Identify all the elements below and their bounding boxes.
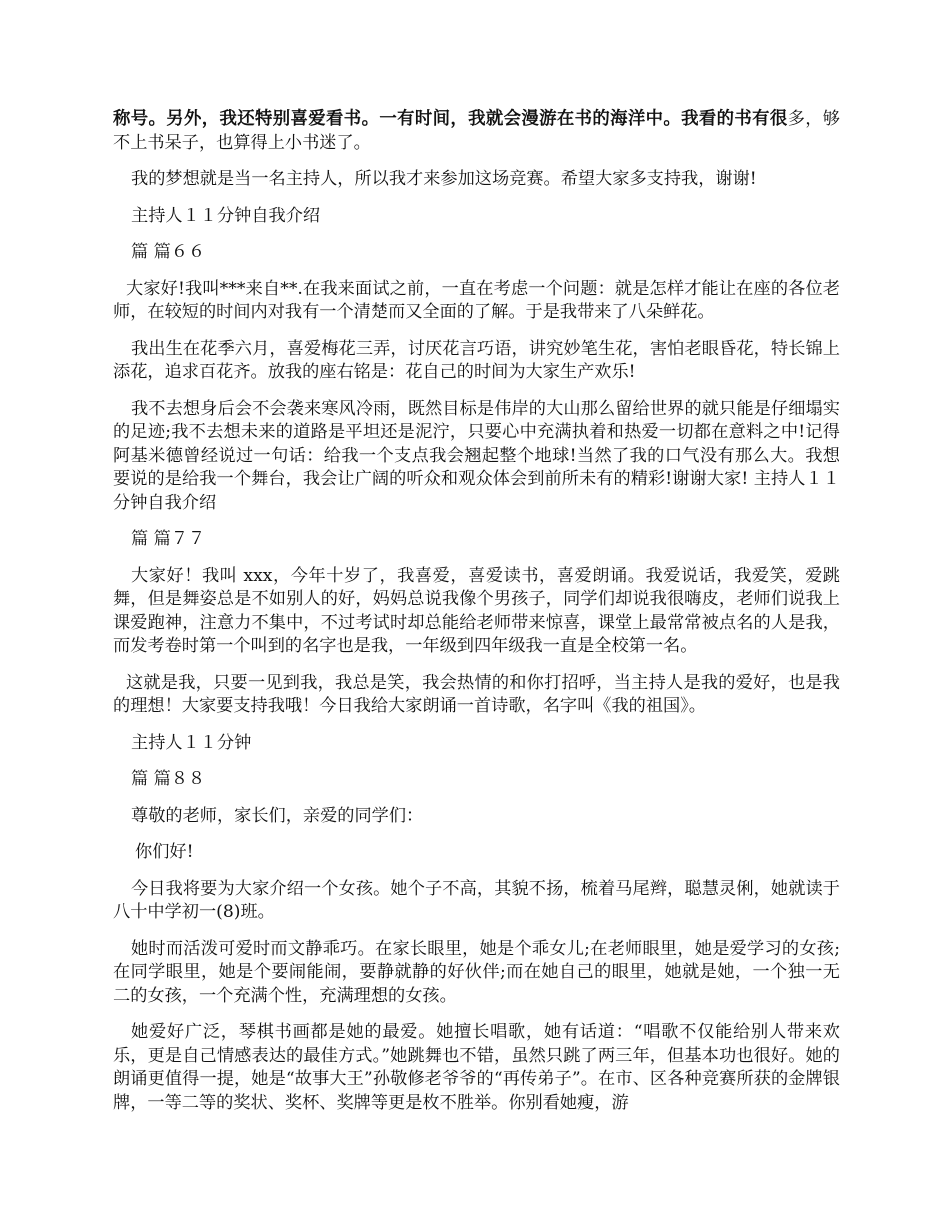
paragraph-hobby-bold-line: 称号。另外，我还特别喜爱看书。一有时间，我就会漫游在书的海洋中。我看的书有很 (113, 109, 788, 129)
section-heading-8: 篇 篇８８ (131, 769, 206, 789)
section-heading-intro: 主持人１１分钟自我介绍 (131, 205, 321, 226)
paragraph-greeting: 尊敬的老师，家长们，亲爱的同学们： (131, 805, 424, 826)
document-page (113, 108, 840, 1128)
paragraph-hello: 你们好! (135, 842, 194, 862)
paragraph-introduce-girl: 今日我将要为大家介绍一个女孩。她个子不高，其貌不扬，梳着马尾辫，聪慧灵俐，她就读于八十中学初一(8)班。 (113, 878, 840, 922)
paragraph-born-june: 我出生在花季六月，喜爱梅花三弄，讨厌花言巧语，讲究妙笔生花，害怕老眼昏花，特长锦上添花，追求百花齐。放我的座右铭是：花自己的时间为大家生产欢乐! (113, 338, 840, 382)
paragraph-hobbies: 她爱好广泛，琴棋书画都是她的最爱。她擅长唱歌，她有话道：“唱歌不仅能给别人带来欢乐，更是自己情感表达的最佳方式。”她跳舞也不错，虽然只跳了两三年，但基本功也很好。她的朗诵更值得一提，她是“故事大王”孙敬修老爷爷的“再传弟子”。在市、区各种竞赛所获的金牌银牌，一等二等的奖状、奖杯、奖牌等更是枚不胜举。你别看她瘦，游 (113, 1022, 840, 1113)
section-heading-7: 篇 篇７７ (131, 529, 206, 549)
paragraph-hobby (113, 108, 840, 155)
section-heading-host: 主持人１１分钟 (131, 732, 252, 753)
paragraph-flowers-intro: 大家好!我叫***来自**.在我来面试之前，一直在考虑一个问题：就是怎样才能让在座的各位老师，在较短的时间内对我有一个清楚而又全面的了解。于是我带来了八朵鲜花。 (113, 278, 840, 322)
paragraph-dream: 我的梦想就是当一名主持人，所以我才来参加这场竞赛。希望大家多支持我，谢谢! (131, 169, 757, 189)
paragraph-hobby-rest: 多，够不上书呆子，也算得上小书迷了。 (113, 109, 840, 153)
paragraph-hello-xxx: 大家好！我叫 xxx，今年十岁了，我喜爱，喜爱读书，喜爱朗诵。我爱说话，我爱笑，爱跳舞，但是舞姿总是不如别人的好，妈妈总说我像个男孩子，同学们却说我很嗨皮，老师们说我上课爱跑神，注意力不集中，不过考试时却总能给老师带来惊喜，课堂上最常常被点名的人是我，而发考卷时第一个叫到的名字也是我，一年级到四年级我一直是全校第一名。 (113, 565, 840, 656)
paragraph-this-is-me: 这就是我，只要一见到我，我总是笑，我会热情的和你打招呼，当主持人是我的爱好，也是我的理想！大家要支持我哦！今日我给大家朗诵一首诗歌，名字叫《我的祖国》。 (113, 672, 840, 716)
section-heading-6: 篇 篇６６ (131, 242, 206, 262)
paragraph-not-thinking: 我不去想身后会不会袭来寒风冷雨，既然目标是伟岸的大山那么留给世界的就只能是仔细塌实的足迹;我不去想未来的道路是平坦还是泥泞，只要心中充满执着和热爱一切都在意料之中!记得阿基米德曾经说过一句话：给我一个支点我会翘起整个地球!当然了我的口气没有那么大。我想要说的是给我一个舞台，我会让广阔的听众和观众体会到前所未有的精彩!谢谢大家! 主持人１１分钟自我介绍 (113, 398, 840, 513)
paragraph-lively-quiet: 她时而活泼可爱时而文静乖巧。在家长眼里，她是个乖女儿;在老师眼里，她是爱学习的女孩;在同学眼里，她是个要闹能闹，要静就静的好伙伴;而在她自己的眼里，她就是她，一个独一无二的女孩，一个充满个性，充满理想的女孩。 (113, 938, 840, 1006)
